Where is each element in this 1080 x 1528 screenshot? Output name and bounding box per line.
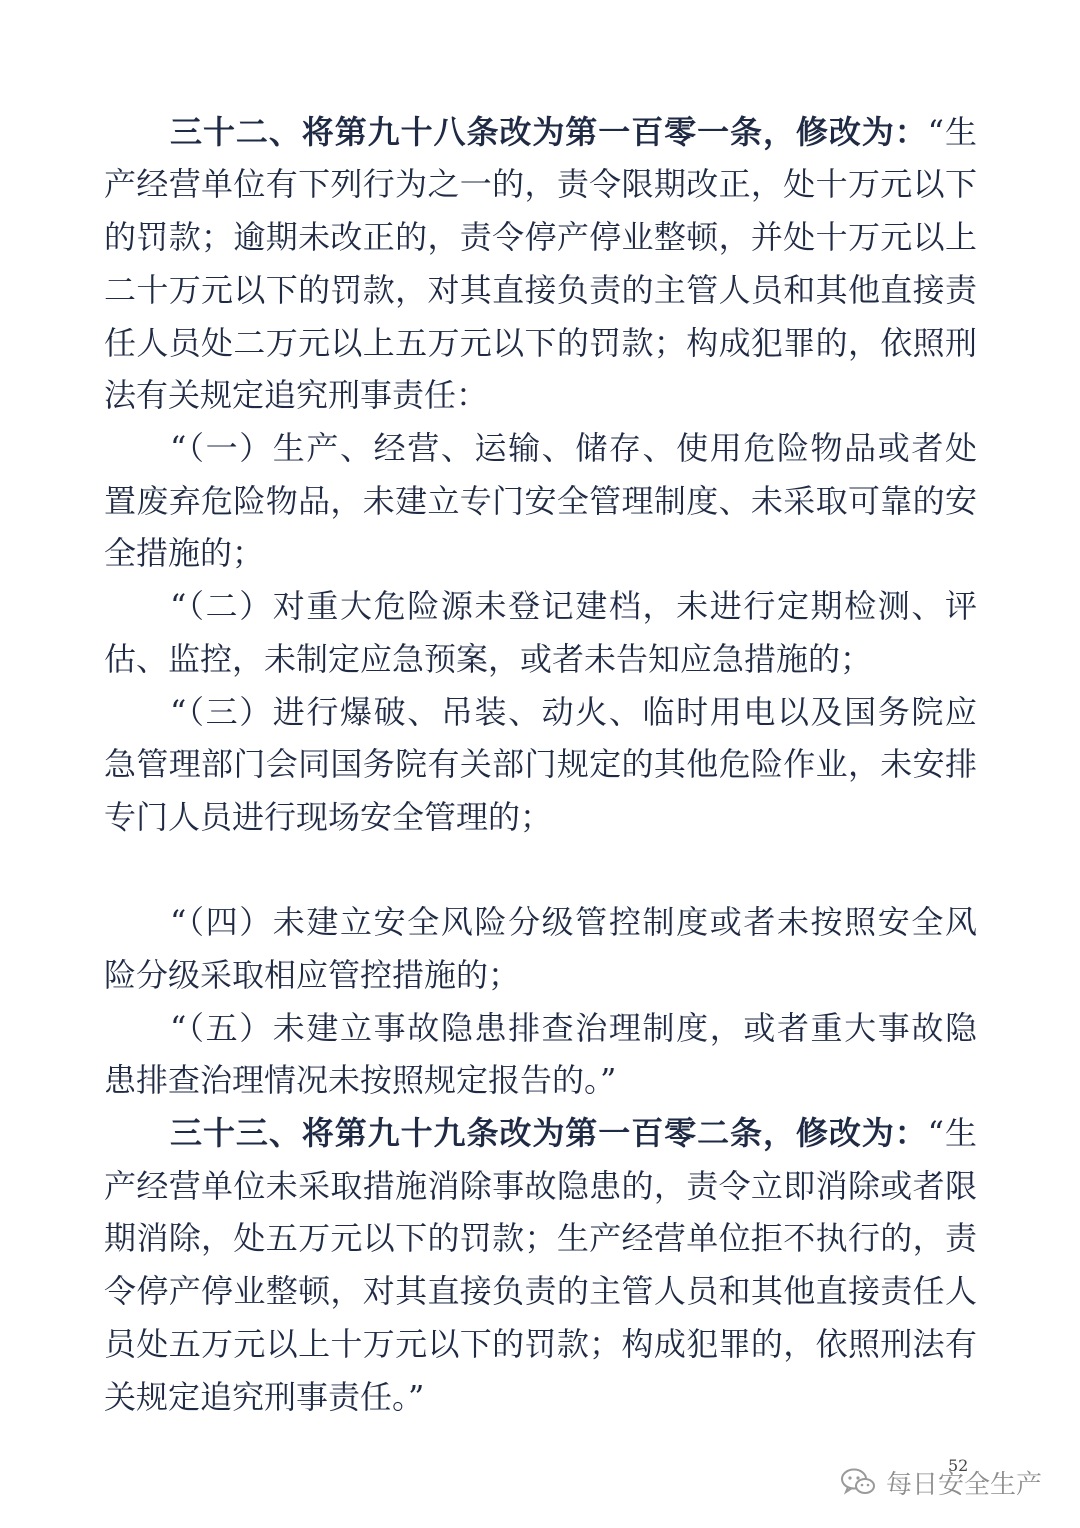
- article-32-heading-line: [170, 106, 977, 158]
- article-32-line: 任人员处二万元以上五万元以下的罚款；构成犯罪的，依照刑: [104, 324, 977, 362]
- page-number: 52: [948, 1456, 969, 1475]
- article-32-heading: 三十二、将第九十八条改为第一百零一条，修改为：: [170, 113, 928, 151]
- article-32-line: 的罚款；逾期未改正的，责令停产停业整顿，并处十万元以上: [104, 218, 977, 256]
- item-4-line: 险分级采取相应管控措施的；: [104, 956, 521, 994]
- article-33-line: 令停产停业整顿，对其直接负责的主管人员和其他直接责任人: [104, 1272, 977, 1310]
- item-5-line: “（五）未建立事故隐患排查治理制度，或者重大事故隐: [170, 1009, 977, 1047]
- item-1-line: “（一）生产、经营、运输、储存、使用危险物品或者处: [170, 429, 977, 467]
- watermark: [840, 1462, 1042, 1502]
- article-32-line: 二十万元以下的罚款，对其直接负责的主管人员和其他直接责: [104, 271, 977, 309]
- item-1-line: 全措施的；: [104, 534, 265, 572]
- item-5-line: 患排查治理情况未按照规定报告的。”: [104, 1061, 617, 1099]
- wechat-icon: [840, 1467, 876, 1497]
- item-4-line: “（四）未建立安全风险分级管控制度或者未按照安全风: [170, 903, 977, 941]
- article-33-heading: 三十三、将第九十九条改为第一百零二条，修改为：: [170, 1114, 928, 1152]
- article-32-line: 法有关规定追究刑事责任：: [104, 376, 489, 414]
- item-1-line: 置废弃危险物品，未建立专门安全管理制度、未采取可靠的安: [104, 482, 977, 520]
- article-33-line: 期消除，处五万元以下的罚款；生产经营单位拒不执行的，责: [104, 1219, 977, 1257]
- article-33-line: 关规定追究刑事责任。”: [104, 1378, 425, 1416]
- article-33-line: 产经营单位未采取措施消除事故隐患的，责令立即消除或者限: [104, 1167, 977, 1205]
- article-32-line: 产经营单位有下列行为之一的，责令限期改正，处十万元以下: [104, 165, 977, 203]
- article-33-line: 员处五万元以上十万元以下的罚款；构成犯罪的，依照刑法有: [104, 1325, 977, 1363]
- item-3-line: 急管理部门会同国务院有关部门规定的其他危险作业，未安排: [104, 745, 977, 783]
- item-2-line: “（二）对重大危险源未登记建档，未进行定期检测、评: [170, 587, 977, 625]
- article-32-quote-start: “生: [927, 113, 977, 151]
- item-3-line: “（三）进行爆破、吊装、动火、临时用电以及国务院应: [170, 693, 977, 731]
- item-2-line: 估、监控，未制定应急预案，或者未告知应急措施的；: [104, 640, 873, 678]
- watermark-text: 每日安全生产: [886, 1469, 1043, 1500]
- article-33-heading-line: [170, 1107, 977, 1159]
- article-33-quote-start: “生: [927, 1114, 977, 1152]
- item-3-line: 专门人员进行现场安全管理的；: [104, 798, 553, 836]
